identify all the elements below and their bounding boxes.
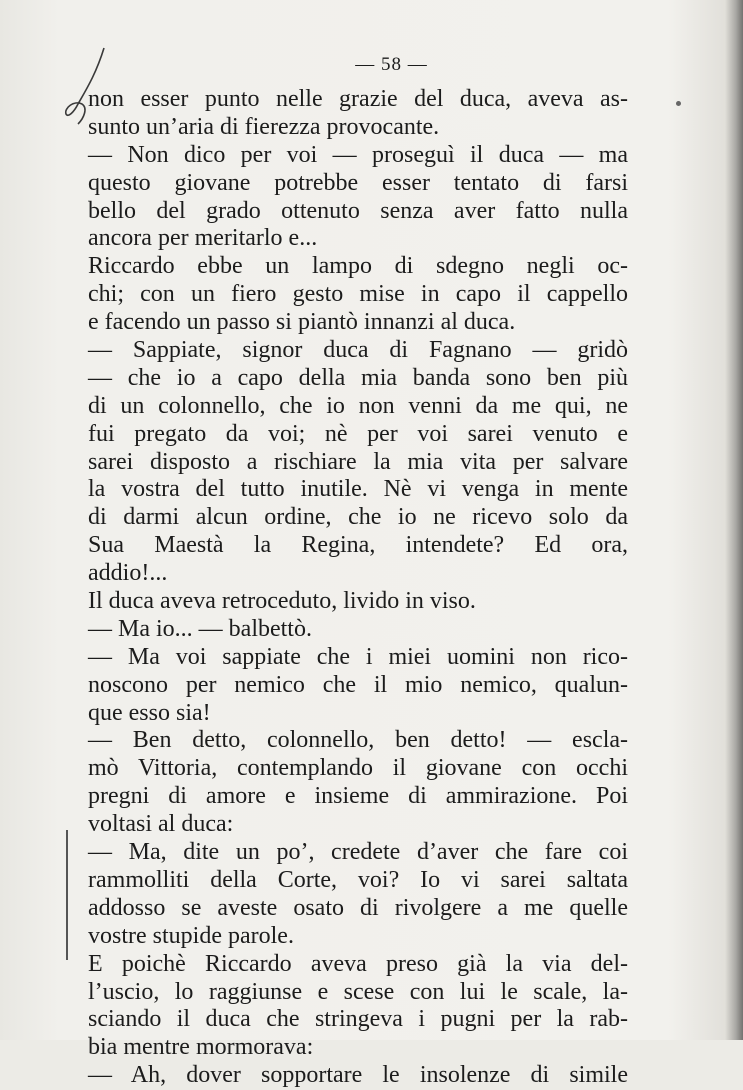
text-line: vostre stupide parole. <box>88 922 294 949</box>
text-line: noscono per nemico che il mio nemico, qualun- <box>88 671 628 698</box>
margin-speck <box>676 101 681 106</box>
text-line: — Ah, dover sopportare le insolenze di simile <box>88 1062 628 1089</box>
text-line: addosso se aveste osato di rivolgere a me quelle <box>88 894 628 921</box>
body-text <box>88 86 628 1090</box>
text-line: — Ma voi sappiate che i miei uomini non rico- <box>88 643 628 670</box>
text-line: Riccardo ebbe un lampo di sdegno negli oc- <box>88 253 628 280</box>
text-line: e facendo un passo si piantò innanzi al duca. <box>88 309 516 336</box>
text-line: di darmi alcun ordine, che io ne ricevo solo da <box>88 504 628 531</box>
text-line: la vostra del tutto inutile. Nè vi venga in mente <box>88 476 628 503</box>
page-edge-shadow <box>725 0 743 1040</box>
text-line: bia mentre mormorava: <box>88 1034 314 1061</box>
text-line: — che io a capo della mia banda sono ben più <box>88 364 628 391</box>
text-line: rammolliti della Corte, voi? Io vi sarei saltata <box>88 866 628 893</box>
text-line: sarei disposto a rischiare la mia vita per salvare <box>88 448 628 475</box>
text-line: di un colonnello, che io non venni da me qui, ne <box>88 392 628 419</box>
text-line: chi; con un fiero gesto mise in capo il cappello <box>88 281 628 308</box>
text-line: — Ben detto, colonnello, ben detto! — escla- <box>88 727 628 754</box>
text-line: non esser punto nelle grazie del duca, aveva as- <box>88 86 628 112</box>
text-line: — Ma, dite un po’, credete d’aver che fare coi <box>88 839 628 866</box>
text-line: ancora per meritarlo e... <box>88 225 318 252</box>
text-line: voltasi al duca: <box>88 811 234 838</box>
margin-rule <box>66 830 68 960</box>
text-line: — Non dico per voi — proseguì il duca — ma <box>88 141 628 168</box>
text-line: questo giovane potrebbe esser tentato di farsi <box>88 169 628 196</box>
text-line: addio!... <box>88 560 168 587</box>
text-line: E poichè Riccardo aveva preso già la via del- <box>88 950 628 977</box>
text-line: que esso sia! <box>88 699 211 726</box>
page-number: — 58 — <box>355 54 428 75</box>
text-line: pregni di amore e insieme di ammirazione. Poi <box>88 783 628 810</box>
text-line: Sua Maestà la Regina, intendete? Ed ora, <box>88 532 628 559</box>
text-line: sciando il duca che stringeva i pugni per la rab- <box>88 1006 628 1033</box>
text-line: l’uscio, lo raggiunse e scese con lui le scale, la- <box>88 978 628 1005</box>
text-line: mò Vittoria, contemplando il giovane con occhi <box>88 755 628 782</box>
text-line: — Sappiate, signor duca di Fagnano — gridò <box>88 337 628 364</box>
text-line: fui pregato da voi; nè per voi sarei venuto e <box>88 420 628 447</box>
text-line: sunto un’aria di fierezza provocante. <box>88 113 440 140</box>
text-line: bello del grado ottenuto senza aver fatto nulla <box>88 197 628 224</box>
text-line: Il duca aveva retroceduto, livido in viso. <box>88 588 476 615</box>
text-line: — Ma io... — balbettò. <box>88 615 312 642</box>
